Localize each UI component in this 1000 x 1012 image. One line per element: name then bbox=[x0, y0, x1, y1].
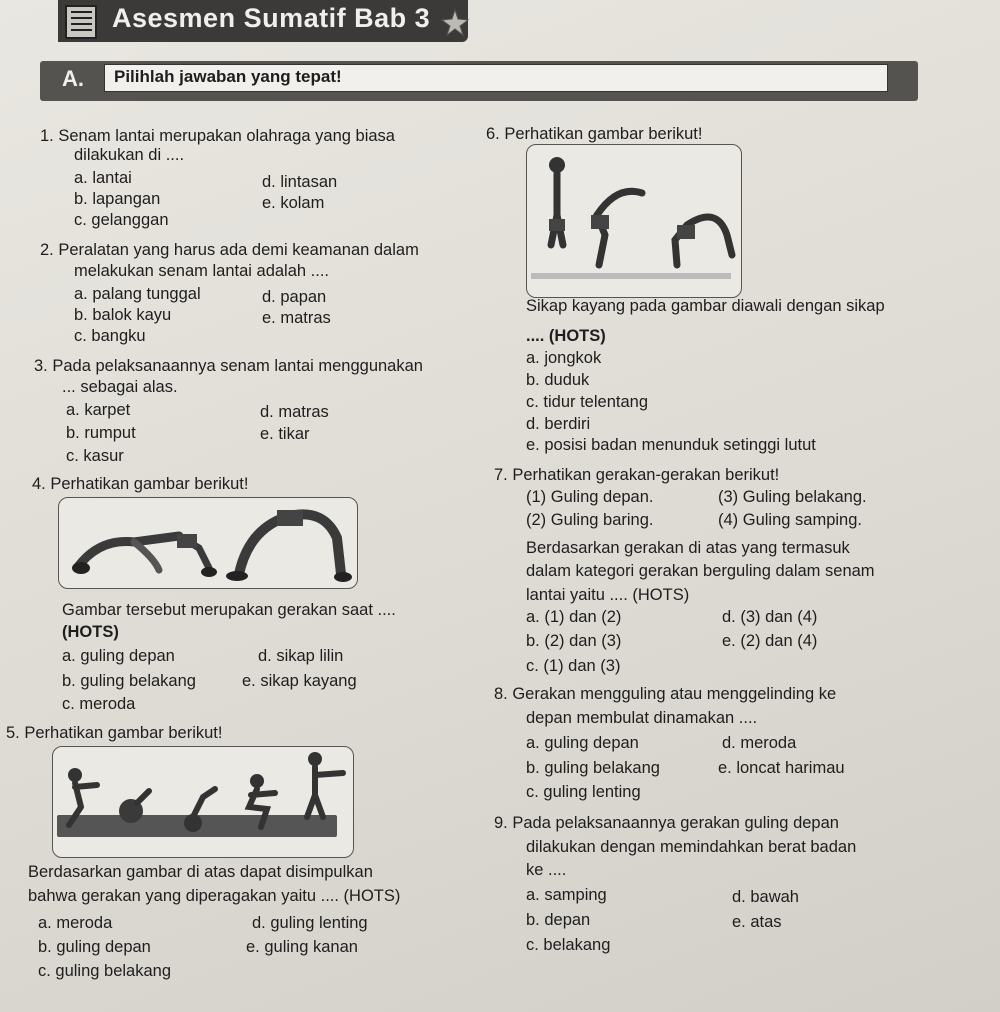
q7-option-d: d. (3) dan (4) bbox=[722, 608, 818, 626]
q9-stem-line1: 9. Pada pelaksanaannya gerakan guling depan bbox=[494, 814, 839, 832]
q5-stem-line1: 5. Perhatikan gambar berikut! bbox=[6, 724, 223, 742]
q6-option-c: c. tidur telentang bbox=[526, 393, 648, 411]
q3-option-c: c. kasur bbox=[66, 447, 124, 465]
q1-option-b: b. lapangan bbox=[74, 190, 161, 208]
q8-option-c: c. guling lenting bbox=[526, 783, 641, 801]
q8-option-e: e. loncat harimau bbox=[718, 759, 845, 777]
q6-option-a: a. jongkok bbox=[526, 349, 602, 367]
q1-option-e: e. kolam bbox=[262, 194, 325, 212]
back-bend-illustration bbox=[59, 498, 357, 588]
q4-figure bbox=[58, 497, 358, 589]
page-title: Asesmen Sumatif Bab 3 bbox=[112, 3, 431, 33]
q3-option-e: e. tikar bbox=[260, 425, 310, 443]
q7-option-a: a. (1) dan (2) bbox=[526, 608, 622, 626]
q1-option-d: d. lintasan bbox=[262, 173, 338, 191]
q1-stem-line2: dilakukan di .... bbox=[74, 146, 185, 164]
q7-item-3: (3) Guling belakang. bbox=[718, 488, 867, 506]
q9-option-e: e. atas bbox=[732, 913, 782, 931]
q6-option-d: d. berdiri bbox=[526, 415, 591, 433]
q2-stem-line1: 2. Peralatan yang harus ada demi keamanan dalam bbox=[40, 241, 419, 259]
q4-option-a: a. guling depan bbox=[62, 647, 175, 665]
q8-option-d: d. meroda bbox=[722, 734, 797, 752]
q7-stem-line4: lantai yaitu .... (HOTS) bbox=[526, 586, 690, 604]
book-icon bbox=[62, 2, 104, 42]
q4-option-b: b. guling belakang bbox=[62, 672, 196, 690]
q5-option-d: d. guling lenting bbox=[252, 914, 368, 932]
q5-option-c: c. guling belakang bbox=[38, 962, 172, 980]
q4-stem-line1: 4. Perhatikan gambar berikut! bbox=[32, 475, 249, 493]
q1-option-a: a. lantai bbox=[74, 169, 132, 187]
q7-option-b: b. (2) dan (3) bbox=[526, 632, 622, 650]
q4-option-d: d. sikap lilin bbox=[258, 647, 344, 665]
kayang-sequence-illustration bbox=[527, 145, 741, 297]
q5-option-b: b. guling depan bbox=[38, 938, 151, 956]
q2-option-d: d. papan bbox=[262, 288, 327, 306]
q9-option-b: b. depan bbox=[526, 911, 591, 929]
q6-option-b: b. duduk bbox=[526, 371, 590, 389]
q7-option-c: c. (1) dan (3) bbox=[526, 657, 621, 675]
q8-option-a: a. guling depan bbox=[526, 734, 639, 752]
q2-option-c: c. bangku bbox=[74, 327, 146, 345]
q3-option-b: b. rumput bbox=[66, 424, 136, 442]
q7-option-e: e. (2) dan (4) bbox=[722, 632, 818, 650]
q2-option-e: e. matras bbox=[262, 309, 331, 327]
q9-option-a: a. samping bbox=[526, 886, 607, 904]
q2-stem-line2: melakukan senam lantai adalah .... bbox=[74, 262, 329, 280]
q7-item-2: (2) Guling baring. bbox=[526, 511, 654, 529]
q2-option-a: a. palang tunggal bbox=[74, 285, 201, 303]
q6-stem-line1: 6. Perhatikan gambar berikut! bbox=[486, 125, 703, 143]
q9-stem-line2: dilakukan dengan memindahkan berat badan bbox=[526, 838, 857, 856]
q3-stem-line2: ... sebagai alas. bbox=[62, 378, 178, 396]
q6-figure bbox=[526, 144, 742, 298]
q7-item-1: (1) Guling depan. bbox=[526, 488, 654, 506]
q4-hots-label: (HOTS) bbox=[62, 623, 119, 641]
q8-stem-line2: depan membulat dinamakan .... bbox=[526, 709, 758, 727]
q5-option-a: a. meroda bbox=[38, 914, 113, 932]
q7-stem-line3: dalam kategori gerakan berguling dalam senam bbox=[526, 562, 875, 580]
q6-stem-line3: .... (HOTS) bbox=[526, 327, 606, 345]
q3-option-d: d. matras bbox=[260, 403, 329, 421]
q9-stem-line3: ke .... bbox=[526, 861, 567, 879]
q4-option-e: e. sikap kayang bbox=[242, 672, 357, 690]
q4-stem-line2: Gambar tersebut merupakan gerakan saat .... bbox=[62, 601, 396, 619]
q1-option-c: c. gelanggan bbox=[74, 211, 169, 229]
q5-stem-line2: Berdasarkan gambar di atas dapat disimpulkan bbox=[28, 863, 373, 881]
q7-stem-line1: 7. Perhatikan gerakan-gerakan berikut! bbox=[494, 466, 780, 484]
q8-stem-line1: 8. Gerakan mengguling atau menggelinding ke bbox=[494, 685, 837, 703]
roll-sequence-illustration bbox=[53, 747, 353, 857]
q9-option-d: d. bawah bbox=[732, 888, 799, 906]
q4-option-c: c. meroda bbox=[62, 695, 136, 713]
q6-stem-line2: Sikap kayang pada gambar diawali dengan sikap bbox=[526, 297, 885, 315]
q9-option-c: c. belakang bbox=[526, 936, 611, 954]
q5-stem-line3: bahwa gerakan yang diperagakan yaitu .... (HOTS) bbox=[28, 887, 401, 905]
q3-option-a: a. karpet bbox=[66, 401, 131, 419]
q3-stem-line1: 3. Pada pelaksanaannya senam lantai menggunakan bbox=[34, 357, 423, 375]
q5-figure bbox=[52, 746, 354, 858]
q8-option-b: b. guling belakang bbox=[526, 759, 660, 777]
q6-option-e: e. posisi badan menunduk setinggi lutut bbox=[526, 436, 816, 454]
q2-option-b: b. balok kayu bbox=[74, 306, 172, 324]
q5-option-e: e. guling kanan bbox=[246, 938, 358, 956]
section-letter: A. bbox=[62, 66, 84, 91]
sparkle-icon bbox=[440, 8, 470, 36]
section-instruction: Pilihlah jawaban yang tepat! bbox=[114, 67, 342, 86]
q7-stem-line2: Berdasarkan gerakan di atas yang termasuk bbox=[526, 539, 850, 557]
q7-item-4: (4) Guling samping. bbox=[718, 511, 862, 529]
q1-stem-line1: 1. Senam lantai merupakan olahraga yang biasa bbox=[40, 127, 395, 145]
